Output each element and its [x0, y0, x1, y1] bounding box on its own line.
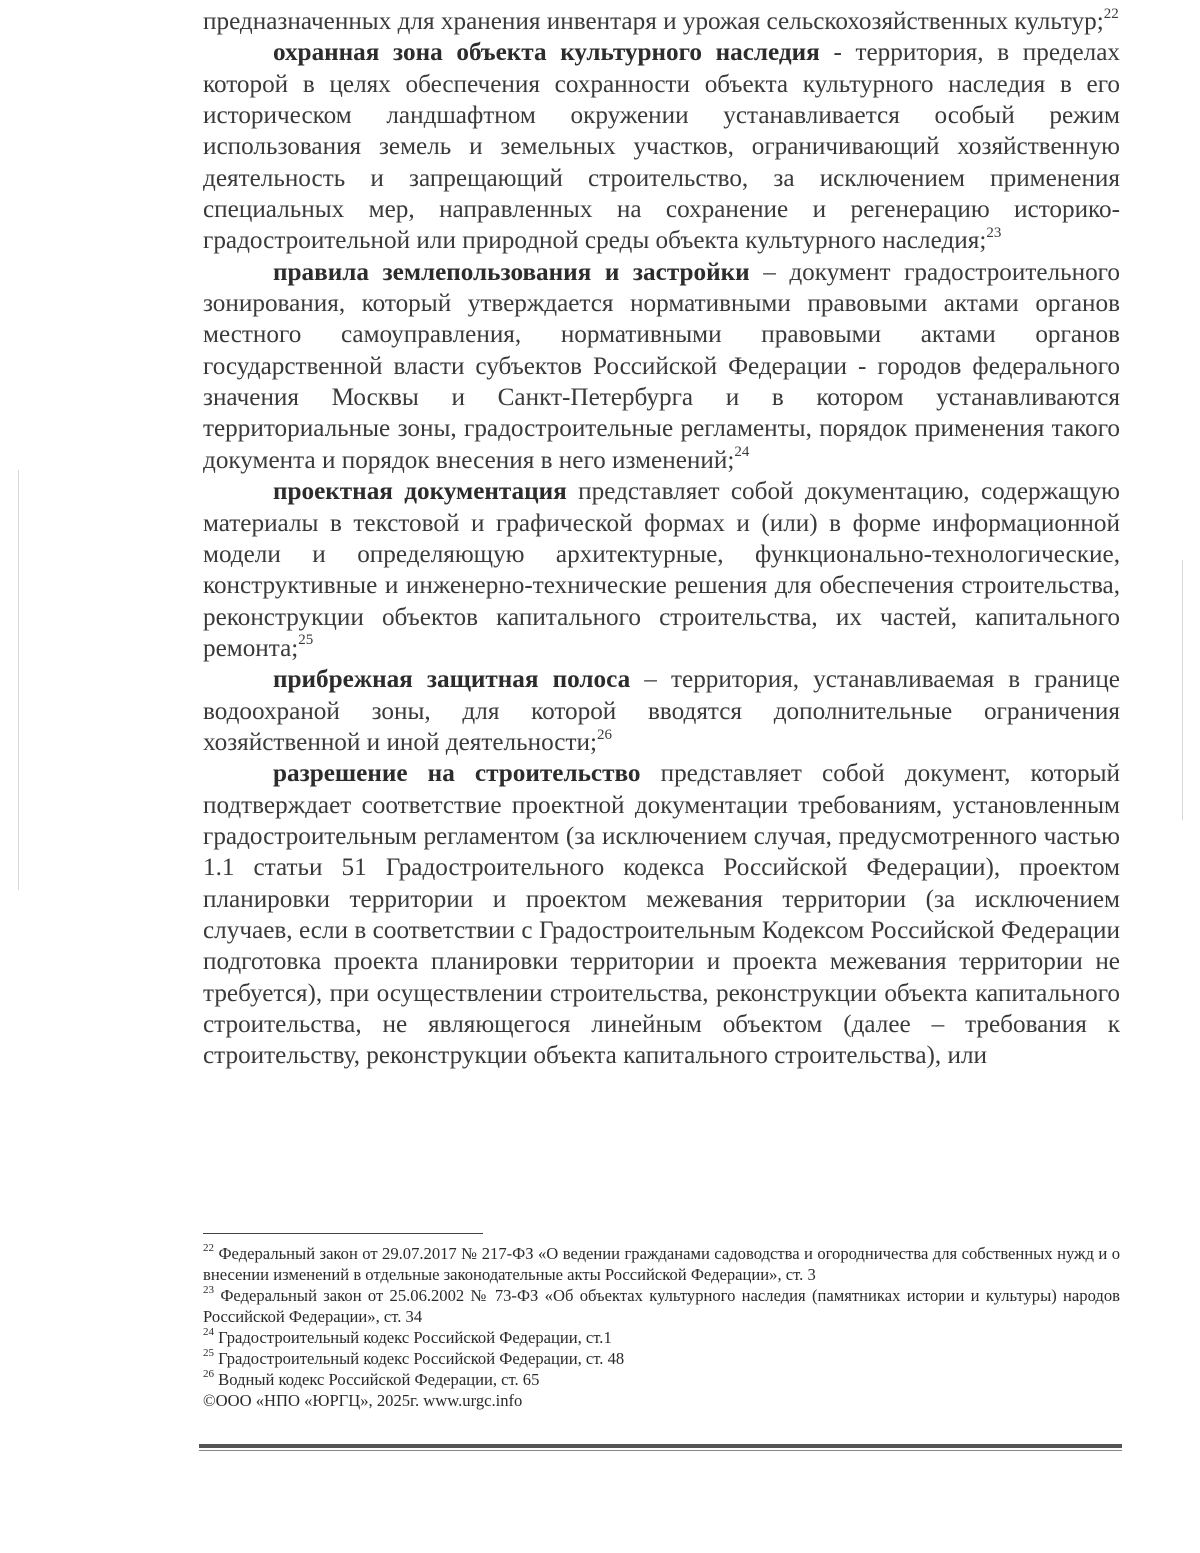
footnote-number: 24: [203, 1326, 214, 1339]
scan-edge-mark: [18, 470, 19, 890]
footnote-item: [203, 1285, 1120, 1327]
defined-term: охранная зона объекта культурного наследия: [273, 39, 820, 67]
footer-rule-thin: [199, 1450, 1122, 1451]
footnote-ref[interactable]: 25: [298, 632, 314, 649]
document-page: [203, 6, 1120, 1072]
footnote-item: [203, 1327, 1120, 1348]
footnote-ref[interactable]: 22: [1103, 5, 1119, 22]
footnote-item: [203, 1243, 1120, 1285]
footnote-ref[interactable]: 26: [596, 726, 612, 743]
footer-rule: [199, 1444, 1122, 1448]
footnote-text: Градостроительный кодекс Российской Федерации, ст. 48: [214, 1349, 625, 1368]
paragraph-text: представляет собой документацию, содержащую материалы в текстовой и графической формах и (или) в форме информационной модели и определяющую архитектурные, функционально-технологические, конструктивные и инженерно-технические решения для обеспечения строительства, реконструкции объектов капитального строительства, их частей, капитального ремонта;: [203, 478, 1120, 662]
defined-term: прибрежная защитная полоса: [273, 666, 631, 694]
defined-term: разрешение на строительство: [273, 760, 641, 788]
footnote-text: Градостроительный кодекс Российской Федерации, ст.1: [214, 1328, 612, 1347]
definition-paragraph: [203, 476, 1120, 664]
footnote-item: [203, 1348, 1120, 1369]
paragraph-text: - территория, в пределах которой в целях обеспечения сохранности объекта культурного наследия в его историческом ландшафтном окружении устанавливается особый режим использования земель и земельных участков, ограничивающий хозяйственную деятельность и запрещающий строительство, за исключением применения специальных мер, направленных на сохранение и регенерацию историко-градостроительной или природной среды объекта культурного наследия;: [203, 39, 1120, 255]
paragraph-text: предназначенных для хранения инвентаря и урожая сельскохозяйственных культур;: [203, 8, 1104, 35]
definition-paragraph: [203, 664, 1120, 758]
scan-edge-mark: [1182, 560, 1183, 820]
footnote-number: 22: [203, 1242, 214, 1255]
definition-paragraph: [203, 758, 1120, 1071]
footnote-text: Федеральный закон от 29.07.2017 № 217-ФЗ «О ведении гражданами садоводства и огородничества для собственных нужд и о внесении изменений в отдельные законодательные акты Российской Федерации», ст. 3: [203, 1244, 1120, 1284]
footnote-item: [203, 1369, 1120, 1390]
footnote-ref[interactable]: 24: [734, 444, 750, 461]
footnote-number: 25: [203, 1347, 214, 1360]
paragraph-continuation: [203, 6, 1120, 37]
definition-paragraph: [203, 257, 1120, 476]
footnote-text: Водный кодекс Российской Федерации, ст. 65: [214, 1370, 540, 1389]
footnote-ref[interactable]: 23: [986, 225, 1002, 242]
paragraph-text: представляет собой документ, который подтверждает соответствие проектной документации требованиям, установленным градостроительным регламентом (за исключением случая, предусмотренного частью 1.1 статьи 51 Градостроительного кодекса Российской Федерации), проектом планировки территории и проектом межевания территории (за исключением случаев, если в соответствии с Градостроительным Кодексом Российской Федерации подготовка проекта планировки территории и проекта межевания территории не требуется), при осуществлении строительства, реконструкции объекта капитального строительства, не являющегося линейным объектом (далее – требования к строительству, реконструкции объекта капитального строительства), или: [203, 760, 1121, 1070]
body-text: [203, 6, 1120, 1072]
defined-term: проектная документация: [273, 478, 567, 506]
footnote-separator: [203, 1233, 483, 1234]
footnote-number: 23: [203, 1284, 214, 1297]
paragraph-text: – документ градостроительного зонирования, который утверждается нормативными правовыми актами органов местного самоуправления, нормативными правовыми актами органов государственной власти субъектов Российской Федерации - городов федерального значения Москвы и Санкт-Петербурга и в котором устанавливаются территориальные зоны, градостроительные регламенты, порядок применения такого документа и порядок внесения в него изменений;: [203, 258, 1120, 474]
footnotes: [203, 1243, 1120, 1411]
footnote-text: Федеральный закон от 25.06.2002 № 73-ФЗ «Об объектах культурного наследия (памятниках истории и культуры) народов Российской Федерации», ст. 34: [203, 1286, 1120, 1326]
paragraph-text: – территория, устанавливаемая в границе водоохраной зоны, для которой вводятся дополнительные ограничения хозяйственной и иной деятельности;: [203, 666, 1120, 756]
definition-paragraph: [203, 37, 1120, 256]
footnote-number: 26: [203, 1368, 214, 1381]
copyright-line: ©ООО «НПО «ЮРГЦ», 2025г. www.urgc.info: [203, 1391, 523, 1410]
defined-term: правила землепользования и застройки: [273, 258, 750, 286]
